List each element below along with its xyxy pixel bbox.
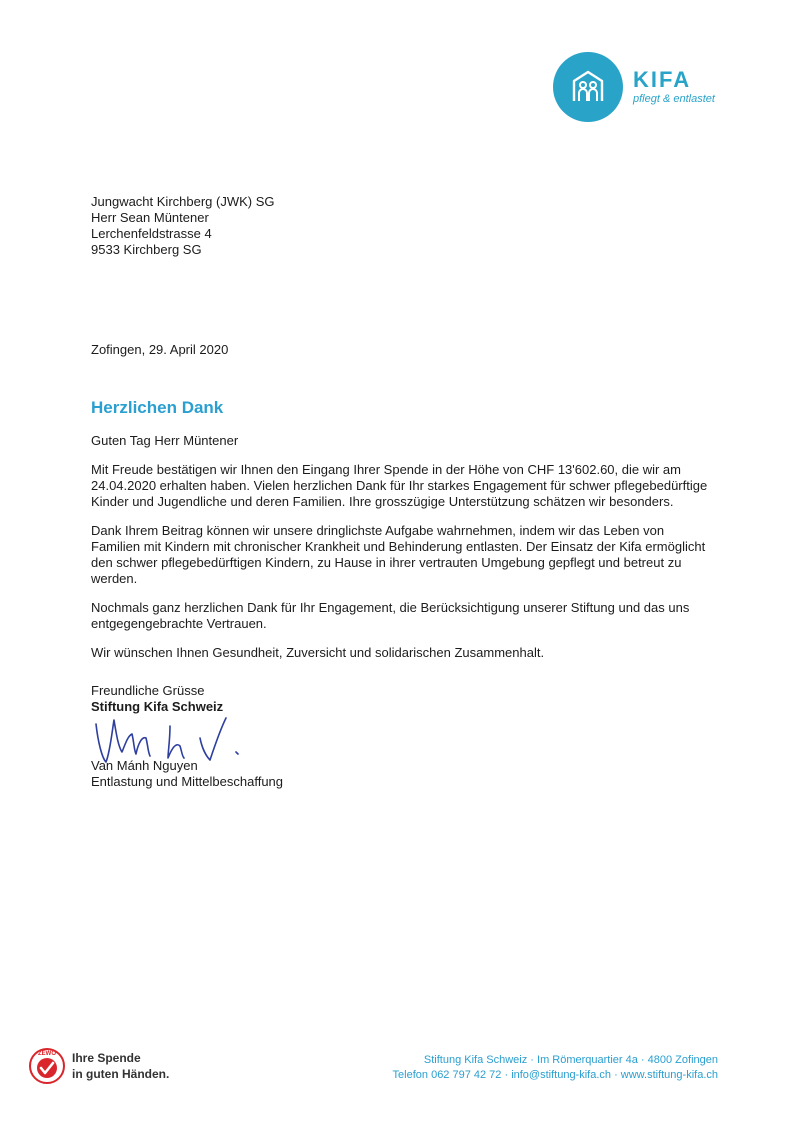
recipient-address [91, 194, 491, 258]
signer-role: Entlastung und Mittelbeschaffung [91, 774, 284, 789]
recipient-line: 9533 Kirchberg SG [91, 242, 202, 257]
body-paragraph: Nochmals ganz herzlichen Dank für Ihr Engagement, die Berücksichtigung unserer Stiftung und das uns entgegengebrachte Vertrauen. [91, 600, 690, 631]
closing-block [91, 683, 223, 715]
zewo-line: Ihre Spende [72, 1051, 141, 1065]
recipient-line: Lerchenfeldstrasse 4 [91, 226, 212, 241]
footer-contact [393, 1053, 718, 1083]
letter-body [91, 433, 711, 674]
house-family-icon [553, 52, 623, 122]
recipient-line: Herr Sean Müntener [91, 210, 209, 225]
zewo-seal [28, 1047, 169, 1085]
logo-name: KIFA [633, 67, 692, 92]
letter-heading: Herzlichen Dank [91, 398, 224, 417]
footer-contact-line: Telefon 062 797 42 72 · info@stiftung-kifa.ch · www.stiftung-kifa.ch [392, 1069, 718, 1081]
kifa-logo [553, 52, 715, 122]
logo-tagline: pflegt & entlastet [633, 93, 715, 105]
recipient-line: Jungwacht Kirchberg (JWK) SG [91, 194, 275, 209]
signer-name: Van Mánh Nguyen [91, 758, 198, 773]
signer-block [91, 758, 283, 790]
zewo-badge-label: ZEWO [38, 1051, 56, 1057]
body-paragraph: Mit Freude bestätigen wir Ihnen den Eingang Ihrer Spende in der Höhe von CHF 13'602.60, die wir am 24.04.2020 erhalten haben. Vielen herzlichen Dank für Ihr starkes Engagement für schwer pflegebedürftige Kinder und Jugendliche und deren Familien. Ihre grosszügige Unterstützung schätzen wir besonders. [91, 462, 708, 509]
body-paragraph: Dank Ihrem Beitrag können wir unsere dringlichste Aufgabe wahrnehmen, indem wir das Leben von Familien mit Kindern mit chronischer Krankheit und Behinderung entlasten. Der Einsatz der Kifa ermöglicht den schwer pflegebedürftigen Kindern, zu Hause in ihrer vertrauten Umgebung gepflegt und betreut zu werden. [91, 523, 706, 586]
letter-date: Zofingen, 29. April 2020 [91, 342, 229, 357]
signing-organization: Stiftung Kifa Schweiz [91, 699, 224, 714]
body-paragraph: Wir wünschen Ihnen Gesundheit, Zuversicht und solidarischen Zusammenhalt. [91, 645, 545, 660]
salutation: Freundliche Grüsse [91, 683, 205, 698]
footer-address: Stiftung Kifa Schweiz · Im Römerquartier 4a · 4800 Zofingen [423, 1054, 718, 1066]
greeting: Guten Tag Herr Müntener [91, 433, 239, 448]
zewo-badge-icon [28, 1047, 66, 1085]
zewo-line: in guten Händen. [72, 1067, 170, 1081]
